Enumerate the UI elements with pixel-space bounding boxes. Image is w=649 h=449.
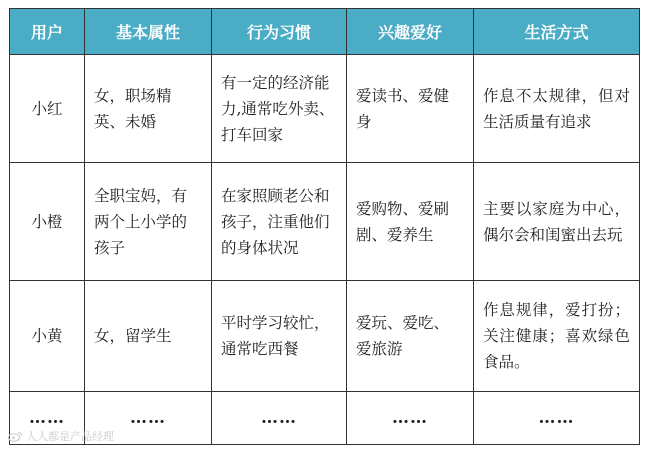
cell-lifestyle: 主要以家庭为中心，偶尔会和闺蜜出去玩 — [474, 163, 640, 281]
user-persona-table-container — [9, 8, 639, 440]
user-persona-table — [9, 8, 640, 445]
cell-user: 小红 — [10, 55, 85, 163]
cell-basic-attributes: 女，留学生 — [85, 281, 212, 392]
cell-lifestyle: 作息不太规律，但对生活质量有追求 — [474, 55, 640, 163]
weibo-logo-icon — [8, 431, 23, 442]
cell-user: 小黄 — [10, 281, 85, 392]
cell-ellipsis: …… — [347, 392, 474, 445]
cell-ellipsis: …… — [85, 392, 212, 445]
cell-basic-attributes: 全职宝妈，有两个上小学的孩子 — [85, 163, 212, 281]
watermark — [8, 428, 114, 444]
cell-behavior-habits: 在家照顾老公和孩子，注重他们的身体状况 — [212, 163, 347, 281]
cell-behavior-habits: 有一定的经济能力,通常吃外卖、打车回家 — [212, 55, 347, 163]
cell-interests: 爱购物、爱刷剧、爱养生 — [347, 163, 474, 281]
cell-interests: 爱读书、爱健身 — [347, 55, 474, 163]
header-basic-attributes: 基本属性 — [85, 9, 212, 55]
cell-interests: 爱玩、爱吃、爱旅游 — [347, 281, 474, 392]
header-lifestyle: 生活方式 — [474, 9, 640, 55]
cell-ellipsis: …… — [212, 392, 347, 445]
watermark-text: 人人都是产品经理 — [26, 430, 114, 443]
header-behavior-habits: 行为习惯 — [212, 9, 347, 55]
cell-lifestyle: 作息规律，爱打扮；关注健康；喜欢绿色食品。 — [474, 281, 640, 392]
header-interests: 兴趣爱好 — [347, 9, 474, 55]
table-header-row — [10, 9, 640, 55]
cell-ellipsis: …… — [474, 392, 640, 445]
table-row — [10, 281, 640, 392]
table-row — [10, 55, 640, 163]
cell-behavior-habits: 平时学习较忙，通常吃西餐 — [212, 281, 347, 392]
header-user: 用户 — [10, 9, 85, 55]
cell-basic-attributes: 女，职场精英、未婚 — [85, 55, 212, 163]
cell-ellipsis: …… — [10, 392, 85, 445]
cell-user: 小橙 — [10, 163, 85, 281]
table-row — [10, 163, 640, 281]
